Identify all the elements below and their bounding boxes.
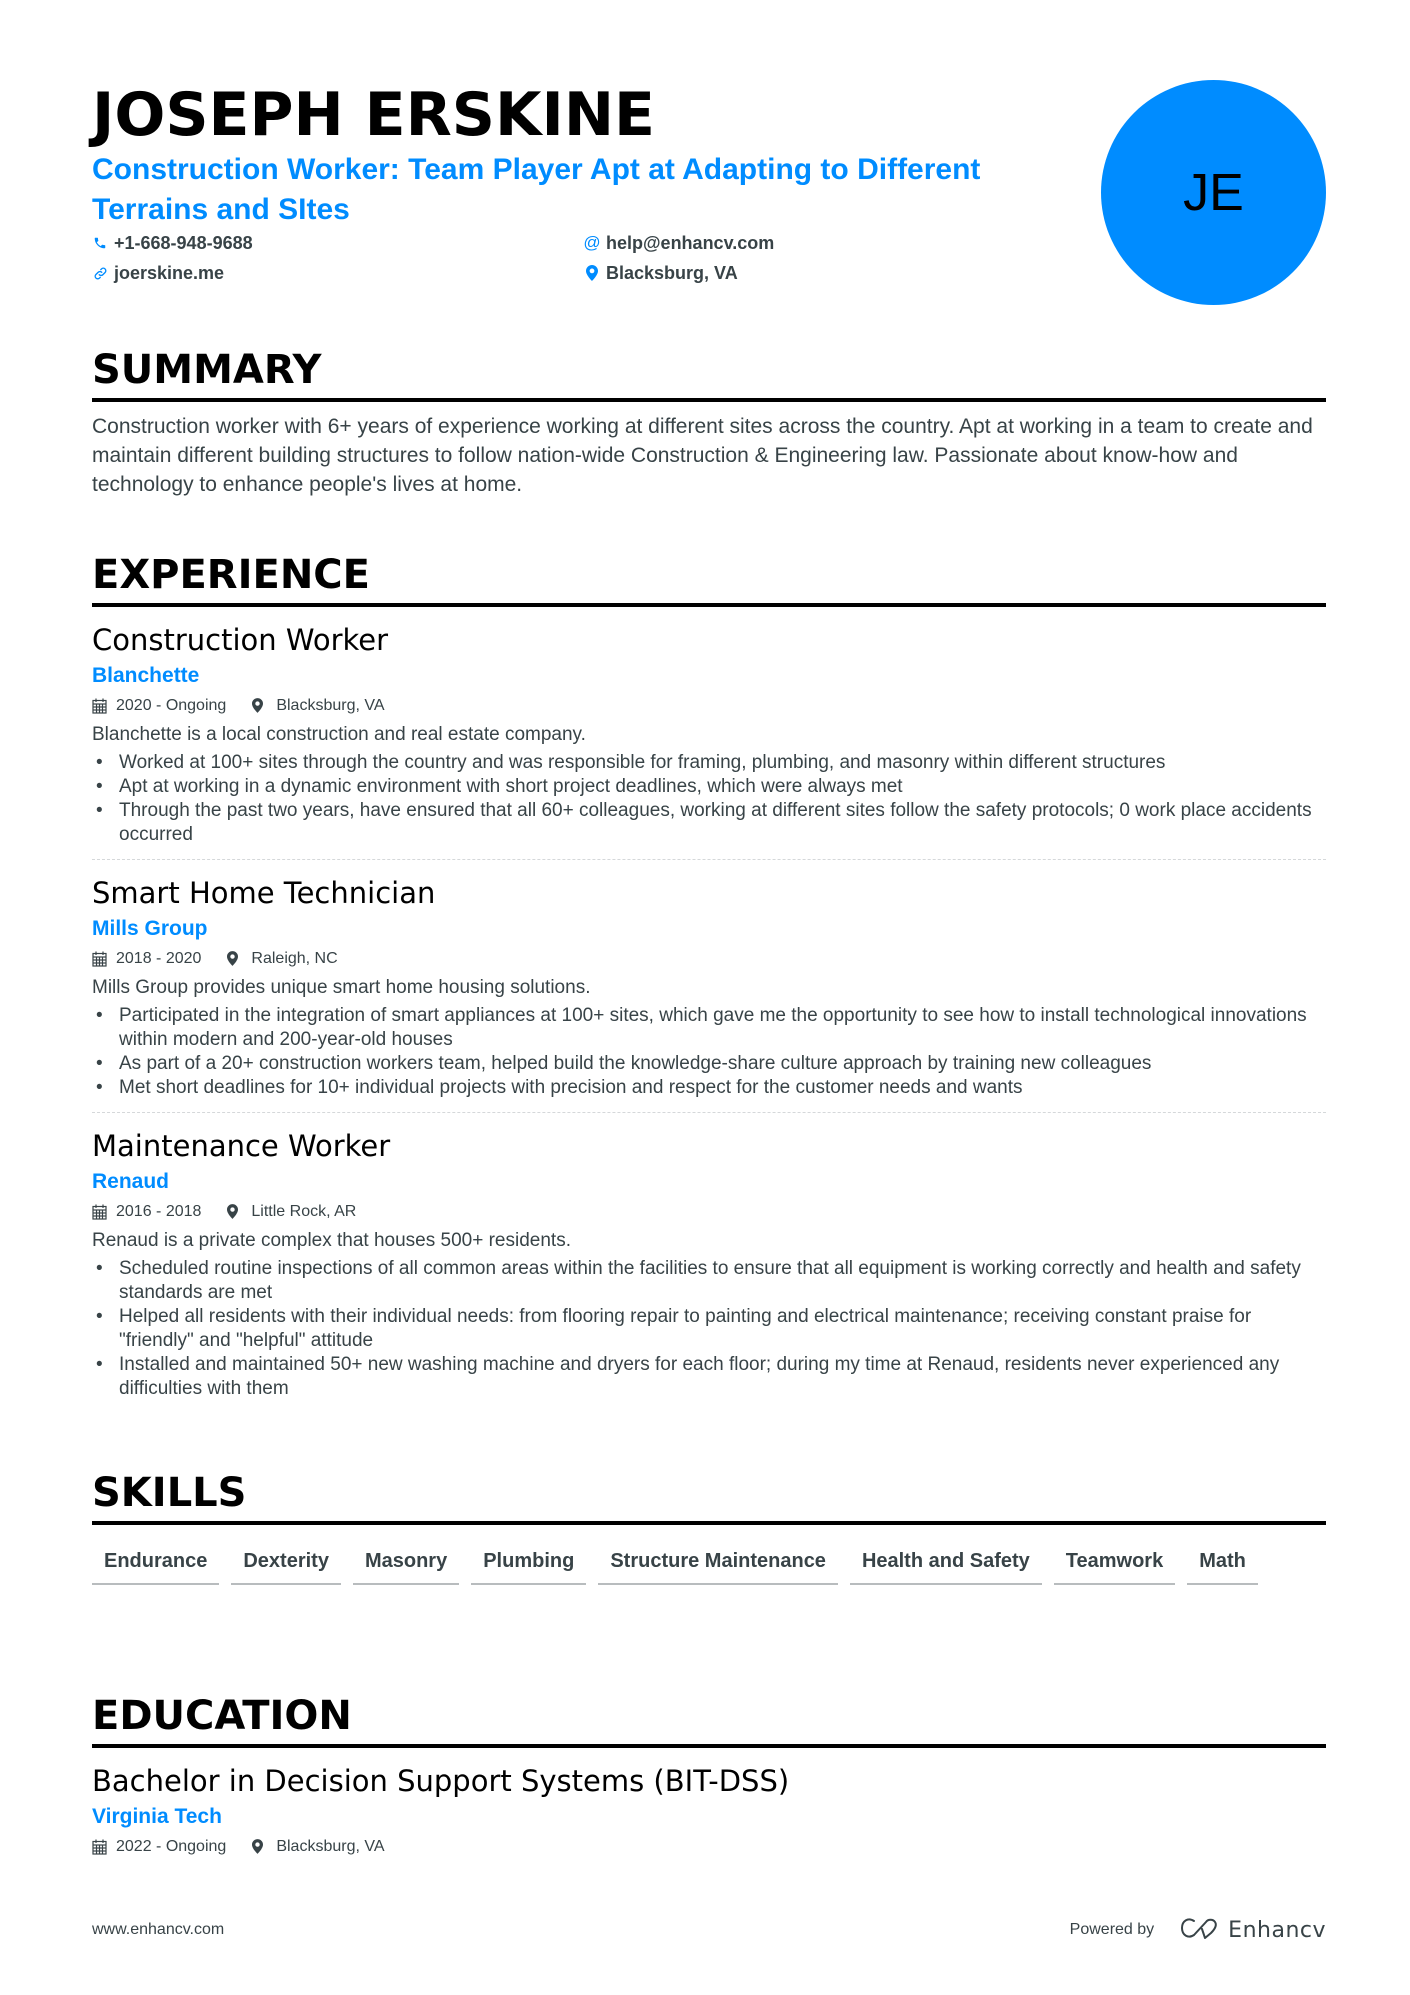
job-title: Construction Worker bbox=[92, 623, 389, 657]
job-title: Smart Home Technician bbox=[92, 876, 436, 910]
contact-location bbox=[584, 262, 1052, 284]
experience-entry bbox=[92, 1113, 1326, 1413]
calendar-icon bbox=[92, 1839, 108, 1855]
link-icon bbox=[92, 265, 108, 281]
dates-text: 2022 - Ongoing bbox=[116, 1838, 227, 1855]
experience-heading: EXPERIENCE bbox=[92, 551, 1326, 607]
job-dates bbox=[92, 946, 201, 972]
job-dates bbox=[92, 1199, 201, 1225]
map-pin-icon bbox=[584, 265, 600, 281]
email-text: help@enhancv.com bbox=[606, 232, 775, 253]
achievement-item: • As part of a 20+ construction workers team, helped build the knowledge-share culture approach by training new colleagues bbox=[92, 1052, 1326, 1076]
skill-tag: Masonry bbox=[353, 1539, 459, 1585]
company-description: Renaud is a private complex that houses 500+ residents. bbox=[92, 1230, 571, 1251]
summary-text: Construction worker with 6+ years of experience working at different sites across the country. Apt at working in a team to create and maintain different building structures to follow nation-wide Construction & Engineering law. Passionate about know-how and technology to enhance people's lives at home. bbox=[92, 415, 1313, 496]
achievement-list bbox=[92, 751, 1326, 847]
footer-website-link[interactable]: www.enhancv.com bbox=[92, 1921, 225, 1938]
enhancv-logo-text: Enhancv bbox=[1228, 1917, 1326, 1943]
contact-phone[interactable] bbox=[92, 232, 584, 254]
skill-tag: Endurance bbox=[92, 1539, 219, 1585]
calendar-icon bbox=[92, 1204, 108, 1220]
experience-entry bbox=[92, 860, 1326, 1113]
contact-website[interactable] bbox=[92, 262, 584, 284]
company-description: Blanchette is a local construction and real estate company. bbox=[92, 724, 586, 745]
skill-tag: Teamwork bbox=[1054, 1539, 1175, 1585]
job-title: Maintenance Worker bbox=[92, 1129, 391, 1163]
skill-tag: Dexterity bbox=[231, 1539, 341, 1585]
location-text: Blacksburg, VA bbox=[606, 262, 738, 283]
skill-tag: Health and Safety bbox=[850, 1539, 1042, 1585]
calendar-icon bbox=[92, 951, 108, 967]
experience-entry bbox=[92, 607, 1326, 860]
job-location bbox=[227, 946, 337, 972]
education-location bbox=[252, 1834, 384, 1860]
location-text: Little Rock, AR bbox=[251, 1203, 357, 1220]
location-text: Blacksburg, VA bbox=[276, 1838, 385, 1855]
phone-icon bbox=[92, 235, 108, 251]
summary-section bbox=[92, 346, 1326, 499]
company-name: Blanchette bbox=[92, 664, 200, 687]
dates-text: 2018 - 2020 bbox=[116, 950, 202, 967]
education-section bbox=[92, 1692, 1326, 1872]
page-footer bbox=[92, 1918, 1326, 1942]
candidate-name: JOSEPH ERSKINE bbox=[92, 80, 656, 150]
achievement-item: • Apt at working in a dynamic environment with short project deadlines, which were always met bbox=[92, 775, 1326, 799]
job-dates bbox=[92, 693, 226, 719]
skill-tag: Structure Maintenance bbox=[598, 1539, 838, 1585]
education-dates bbox=[92, 1834, 226, 1860]
skill-tag: Plumbing bbox=[471, 1539, 586, 1585]
education-meta bbox=[92, 1834, 1326, 1860]
company-name: Renaud bbox=[92, 1170, 170, 1193]
skill-tag-list bbox=[92, 1539, 1326, 1585]
skill-tag: Math bbox=[1187, 1539, 1258, 1585]
powered-by bbox=[1070, 1916, 1326, 1945]
job-meta bbox=[92, 693, 1326, 719]
location-text: Raleigh, NC bbox=[251, 950, 338, 967]
company-description: Mills Group provides unique smart home housing solutions. bbox=[92, 977, 591, 998]
job-meta bbox=[92, 1199, 1326, 1225]
website-text: joerskine.me bbox=[114, 262, 225, 283]
job-meta bbox=[92, 946, 1326, 972]
achievement-item: • Installed and maintained 50+ new washing machine and dryers for each floor; during my time at Renaud, residents never experienced any difficulties with them bbox=[92, 1353, 1326, 1401]
achievement-item: • Worked at 100+ sites through the country and was responsible for framing, plumbing, and masonry within different structures bbox=[92, 751, 1326, 775]
skills-heading: SKILLS bbox=[92, 1469, 1326, 1525]
skills-section bbox=[92, 1469, 1326, 1585]
enhancv-logo-icon bbox=[1180, 1916, 1220, 1945]
candidate-headline: Construction Worker: Team Player Apt at Adapting to Different Terrains and SItes bbox=[92, 153, 981, 226]
map-pin-icon bbox=[252, 1839, 268, 1855]
achievement-item: • Participated in the integration of smart appliances at 100+ sites, which gave me the opportunity to see how to install technological innovations within modern and 200-year-old houses bbox=[92, 1004, 1326, 1052]
job-location bbox=[227, 1199, 356, 1225]
map-pin-icon bbox=[227, 1204, 243, 1220]
map-pin-icon bbox=[227, 951, 243, 967]
degree-title: Bachelor in Decision Support Systems (BIT-DSS) bbox=[92, 1764, 790, 1798]
dates-text: 2020 - Ongoing bbox=[116, 697, 227, 714]
achievement-item: • Met short deadlines for 10+ individual projects with precision and respect for the customer needs and wants bbox=[92, 1076, 1326, 1100]
resume-page bbox=[92, 0, 1326, 1943]
achievement-item: • Helped all residents with their individual needs: from flooring repair to painting and electrical maintenance; receiving constant praise for "friendly" and "helpful" attitude bbox=[92, 1305, 1326, 1353]
location-text: Blacksburg, VA bbox=[276, 697, 385, 714]
company-name: Mills Group bbox=[92, 917, 208, 940]
education-heading: EDUCATION bbox=[92, 1692, 1326, 1748]
summary-heading: SUMMARY bbox=[92, 346, 1326, 402]
achievement-list bbox=[92, 1004, 1326, 1100]
job-location bbox=[252, 693, 384, 719]
school-name: Virginia Tech bbox=[92, 1805, 222, 1828]
dates-text: 2016 - 2018 bbox=[116, 1203, 202, 1220]
avatar bbox=[1101, 80, 1326, 305]
avatar-initials: JE bbox=[1183, 163, 1244, 222]
achievement-item: • Scheduled routine inspections of all common areas within the facilities to ensure that all equipment is working correctly and health and safety standards are met bbox=[92, 1257, 1326, 1305]
map-pin-icon bbox=[252, 698, 268, 714]
powered-by-label: Powered by bbox=[1069, 1921, 1155, 1938]
calendar-icon bbox=[92, 698, 108, 714]
achievement-list bbox=[92, 1257, 1326, 1401]
contact-email[interactable] bbox=[584, 232, 1052, 254]
phone-text: +1-668-948-9688 bbox=[114, 232, 253, 253]
enhancv-logo[interactable] bbox=[1180, 1916, 1326, 1945]
resume-header bbox=[92, 0, 1326, 330]
contact-list bbox=[92, 232, 1052, 284]
education-entry bbox=[92, 1748, 1326, 1872]
experience-section bbox=[92, 551, 1326, 1413]
achievement-item: • Through the past two years, have ensured that all 60+ colleagues, working at different sites follow the safety protocols; 0 work place accidents occurred bbox=[92, 799, 1326, 847]
at-sign-icon: @ bbox=[583, 233, 601, 252]
